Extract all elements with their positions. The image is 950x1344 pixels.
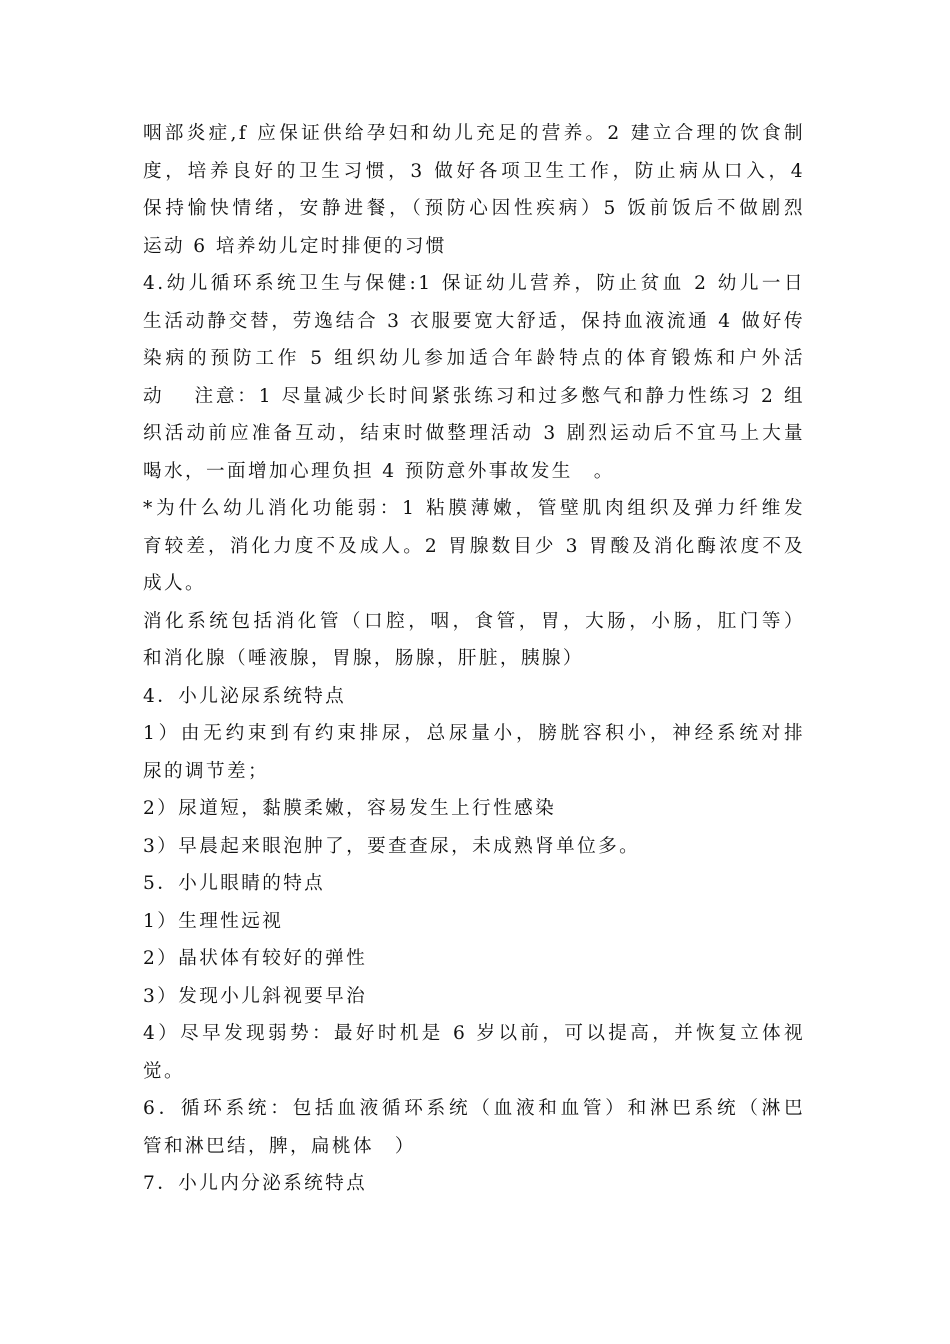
text-line: 生活动静交替，劳逸结合 3 衣服要宽大舒适，保持血液流通 4 做好传	[143, 310, 805, 332]
text-line: 喝水，一面增加心理负担 4 预防意外事故发生 。	[143, 460, 615, 482]
text-line: 运动 6 培养幼儿定时排便的习惯	[143, 235, 447, 257]
text-line: *为什么幼儿消化功能弱：1 粘膜薄嫩，管壁肌肉组织及弹力纤维发	[143, 498, 805, 519]
text-line: 2）晶状体有较好的弹性	[143, 948, 368, 969]
text-line: 6．循环系统：包括血液循环系统（血液和血管）和淋巴系统（淋巴	[143, 1098, 805, 1119]
text-line: 1）生理性远视	[143, 910, 284, 932]
text-line: 5．小儿眼睛的特点	[143, 873, 326, 894]
text-line: 育较差，消化力度不及成人。2 胃腺数目少 3 胃酸及消化酶浓度不及	[143, 535, 805, 557]
text-line: 成人。	[143, 573, 206, 594]
text-line: 消化系统包括消化管（口腔，咽，食管，胃，大肠，小肠，肛门等）	[143, 610, 805, 632]
text-line: 管和淋巴结，脾，扁桃体 ）	[143, 1135, 416, 1157]
text-line: 4．小儿泌尿系统特点	[143, 685, 347, 707]
text-line: 染病的预防工作 5 组织幼儿参加适合年龄特点的体育锻炼和户外活	[143, 348, 805, 369]
text-line: 2）尿道短，黏膜柔嫩，容易发生上行性感染	[143, 798, 557, 819]
text-line: 觉。	[143, 1060, 185, 1082]
text-line: 织活动前应准备互动，结束时做整理活动 3 剧烈运动后不宜马上大量	[143, 423, 805, 444]
text-line: 动 注意：1 尽量减少长时间紧张练习和过多憋气和静力性练习 2 组	[143, 385, 805, 407]
text-line: 3）早晨起来眼泡肿了，要查查尿，未成熟肾单位多。	[143, 835, 641, 857]
text-line: 度，培养良好的卫生习惯，3 做好各项卫生工作，防止病从口入，4	[143, 160, 805, 182]
text-line: 3）发现小儿斜视要早治	[143, 985, 368, 1007]
text-line: 1）由无约束到有约束排尿，总尿量小，膀胱容积小，神经系统对排	[143, 723, 805, 744]
text-line: 咽部炎症,f 应保证供给孕妇和幼儿充足的营养。2 建立合理的饮食制	[143, 123, 805, 144]
text-line: 和消化腺（唾液腺，胃腺，肠腺，肝脏，胰腺）	[143, 648, 584, 669]
text-line: 4）尽早发现弱势：最好时机是 6 岁以前，可以提高，并恢复立体视	[143, 1023, 805, 1044]
document-body	[143, 115, 805, 1203]
text-line: 保持愉快情绪，安静进餐，（预防心因性疾病）5 饭前饭后不做剧烈	[143, 198, 805, 219]
text-line: 尿的调节差；	[143, 760, 269, 782]
text-line: 4.幼儿循环系统卫生与保健:1 保证幼儿营养，防止贫血 2 幼儿一日	[143, 273, 805, 294]
text-line: 7．小儿内分泌系统特点	[143, 1173, 368, 1194]
